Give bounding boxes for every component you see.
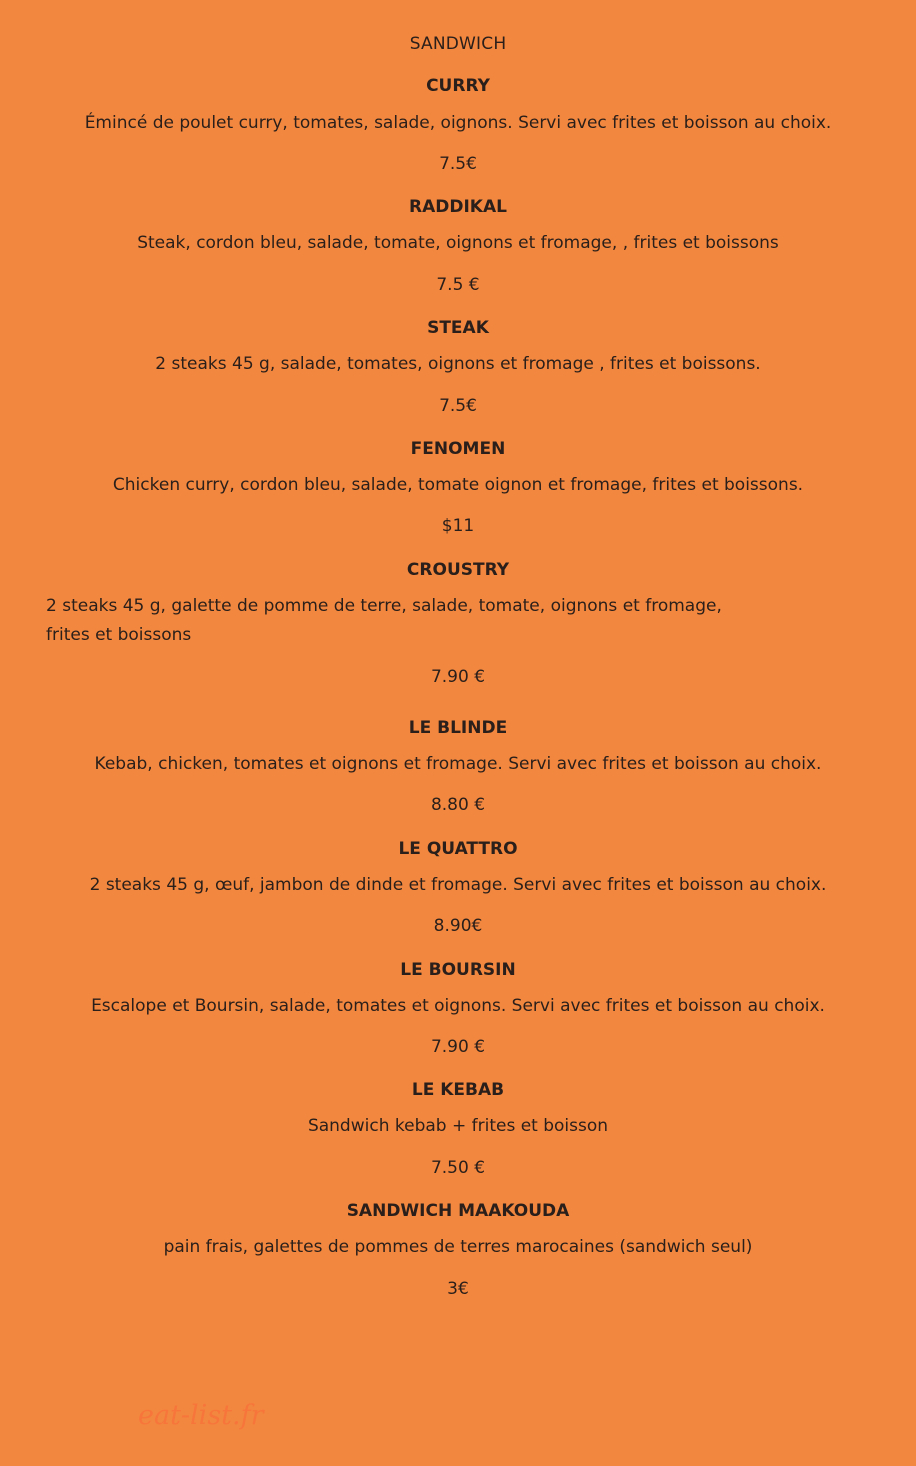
item-desc-le-kebab: Sandwich kebab + frites et boisson [307, 1116, 609, 1136]
item-name-le-blinde: LE BLINDE [408, 718, 508, 738]
item-desc-steak: 2 steaks 45 g, salade, tomates, oignons et fromage , frites et boissons. [155, 354, 761, 374]
item-price-sandwich-maakouda: 3€ [447, 1279, 469, 1299]
item-desc-le-blinde: Kebab, chicken, tomates et oignons et fromage. Servi avec frites et boisson au choix. [94, 754, 822, 774]
item-name-steak: STEAK [427, 318, 489, 338]
item-desc-le-quattro: 2 steaks 45 g, œuf, jambon de dinde et fromage. Servi avec frites et boisson au choix. [89, 875, 827, 895]
item-price-le-boursin: 7.90 € [430, 1037, 486, 1057]
item-price-croustry: 7.90 € [430, 667, 486, 687]
item-price-le-kebab: 7.50 € [430, 1158, 486, 1178]
item-name-raddikal: RADDIKAL [409, 197, 507, 217]
item-name-sandwich-maakouda: SANDWICH MAAKOUDA [346, 1201, 570, 1221]
item-price-fenomen: $11 [441, 516, 475, 536]
section-title: SANDWICH [409, 34, 507, 54]
item-desc-croustry: 2 steaks 45 g, galette de pomme de terre, salade, tomate, oignons et fromage, frites et boissons [46, 596, 722, 645]
item-name-croustry: CROUSTRY [406, 560, 510, 580]
item-name-le-quattro: LE QUATTRO [398, 839, 518, 859]
item-name-fenomen: FENOMEN [410, 439, 506, 459]
item-price-steak: 7.5€ [439, 396, 477, 416]
item-price-raddikal: 7.5 € [436, 275, 480, 295]
item-desc-curry: Émincé de poulet curry, tomates, salade, oignons. Servi avec frites et boisson au choix. [84, 113, 832, 133]
item-name-le-boursin: LE BOURSIN [400, 960, 516, 980]
item-price-le-quattro: 8.90€ [433, 916, 483, 936]
item-price-le-blinde: 8.80 € [430, 795, 486, 815]
item-price-curry: 7.5€ [439, 154, 477, 174]
item-desc-le-boursin: Escalope et Boursin, salade, tomates et oignons. Servi avec frites et boisson au choix. [91, 996, 825, 1016]
watermark: eat-list.fr [138, 1400, 264, 1431]
item-name-curry: CURRY [426, 76, 490, 96]
item-desc-fenomen: Chicken curry, cordon bleu, salade, tomate oignon et fromage, frites et boissons. [112, 475, 804, 495]
item-name-le-kebab: LE KEBAB [411, 1080, 505, 1100]
item-desc-raddikal: Steak, cordon bleu, salade, tomate, oignons et fromage, , frites et boissons [137, 233, 779, 253]
item-desc-sandwich-maakouda: pain frais, galettes de pommes de terres marocaines (sandwich seul) [163, 1237, 753, 1257]
